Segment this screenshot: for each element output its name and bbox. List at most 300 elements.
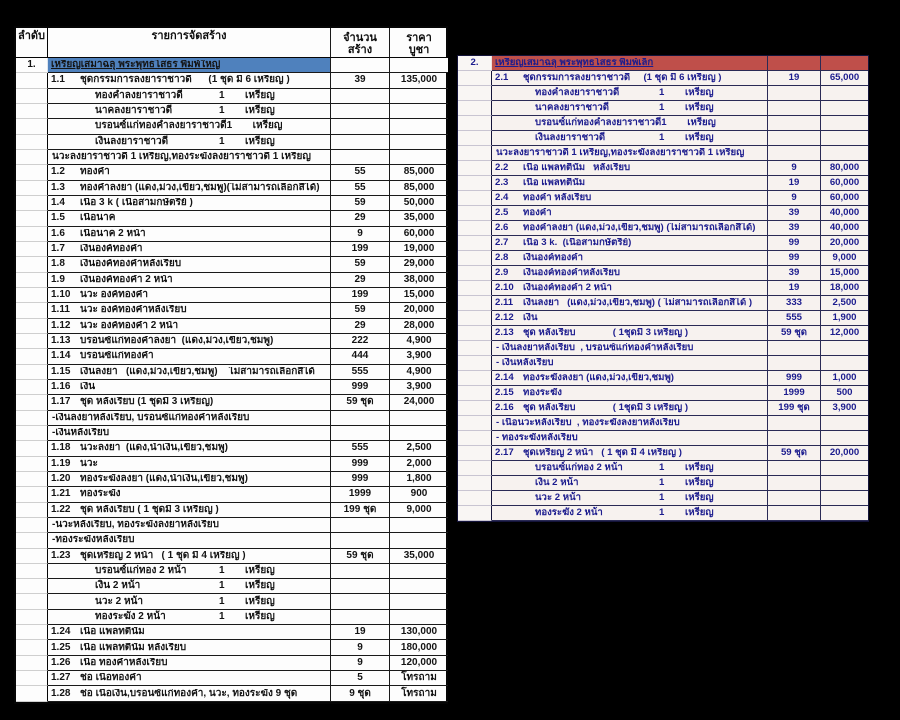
row-number-cell — [16, 181, 48, 196]
price-cell: 28,000 — [390, 319, 448, 334]
section-header-row — [458, 56, 868, 71]
price-cell: 60,000 — [390, 227, 448, 242]
description-cell — [48, 165, 331, 180]
price-cell: 135,000 — [390, 73, 448, 88]
quantity-cell — [331, 579, 390, 594]
table-row — [458, 281, 868, 296]
table-row — [16, 227, 446, 242]
sub-item-description: เงินลงยาราชาวดี — [535, 132, 606, 144]
quantity-cell — [768, 341, 821, 356]
item-description: เงินองค์ทองคำ 2 หน้า — [523, 283, 612, 293]
price-cell — [821, 416, 868, 431]
row-number-cell — [16, 135, 48, 150]
description-cell — [492, 446, 768, 461]
item-number: 2.3 — [495, 177, 509, 189]
price-cell: 18,000 — [821, 281, 868, 296]
table-row — [16, 656, 446, 671]
table-row — [16, 150, 446, 165]
quantity-cell: 19 — [768, 71, 821, 86]
sub-item-unit: เหรียญ — [252, 120, 283, 132]
description-cell — [492, 176, 768, 191]
item-number: 2.7 — [495, 237, 509, 249]
item-description: เนื้อ แพลทตินั่ม หลังเรียบ — [80, 642, 187, 653]
price-cell — [390, 579, 448, 594]
price-cell: 20,000 — [821, 236, 868, 251]
table-row — [458, 161, 868, 176]
sub-item-count: 1 — [659, 507, 665, 519]
description-cell — [492, 221, 768, 236]
price-cell: 19,000 — [390, 242, 448, 257]
table-row — [16, 395, 446, 410]
item-description: นวะ — [80, 458, 98, 469]
quantity-cell: 59 ชุด — [768, 446, 821, 461]
table-row — [16, 365, 446, 380]
item-description: ทองระฆัง — [523, 388, 562, 398]
item-number: 1.15 — [51, 365, 71, 377]
item-description: ช่อ เนื้อทองคำ — [80, 673, 142, 684]
price-cell — [821, 146, 868, 161]
description-cell — [48, 257, 331, 272]
item-number: 1.20 — [51, 473, 71, 485]
sub-item-count: 1 — [659, 462, 665, 474]
price-cell: 80,000 — [821, 161, 868, 176]
sub-item-unit: เหรียญ — [245, 595, 275, 607]
table-row — [16, 288, 446, 303]
description-cell — [492, 281, 768, 296]
price-cell: 40,000 — [821, 206, 868, 221]
item-number: 1.4 — [51, 197, 65, 209]
table-row — [16, 135, 446, 150]
table-row — [16, 594, 446, 609]
table-row — [458, 401, 868, 416]
row-number-cell — [16, 533, 48, 548]
table-row — [16, 104, 446, 119]
row-number-cell — [16, 579, 48, 594]
row-number-cell — [458, 371, 492, 386]
item-number: 2.5 — [495, 207, 509, 219]
item-number: 2.17 — [495, 447, 514, 459]
item-description: นวะ องค์ทองคำหลังเรียบ — [80, 305, 187, 316]
quantity-cell — [768, 101, 821, 116]
sub-item-count: 1 — [219, 89, 225, 101]
sub-item-unit: เหรียญ — [245, 105, 275, 117]
table-row — [16, 196, 446, 211]
item-number: 1.8 — [51, 258, 65, 270]
table-row — [458, 221, 868, 236]
quantity-cell: 9 — [768, 191, 821, 206]
description-cell — [492, 431, 768, 446]
item-description: บรอนซ์แก่ทองคำ — [80, 351, 154, 362]
sub-item-description: เงินลงยาราชาวดี — [95, 135, 169, 147]
item-number: 2.4 — [495, 192, 509, 204]
quantity-cell: 333 — [768, 296, 821, 311]
item-description: ชุด หลังเรียบ ( 1 ชุดมี 3 เหรียญ ) — [80, 504, 219, 515]
price-cell — [821, 461, 868, 476]
row-number-cell — [458, 296, 492, 311]
description-cell — [48, 472, 331, 487]
description-cell — [48, 349, 331, 364]
description-cell — [48, 58, 331, 73]
quantity-cell: 199 ชุด — [768, 401, 821, 416]
col-header-price — [390, 28, 448, 58]
description-cell — [48, 273, 331, 288]
table-row — [16, 380, 446, 395]
table-row — [16, 349, 446, 364]
table-header-row — [16, 28, 446, 58]
item-number: 1.11 — [51, 304, 70, 316]
price-table-small-mold — [457, 55, 869, 522]
description-cell — [492, 251, 768, 266]
quantity-cell — [768, 56, 821, 71]
row-number-cell — [16, 564, 48, 579]
table-row — [16, 671, 446, 686]
description-cell — [492, 236, 768, 251]
item-number: 2.14 — [495, 372, 514, 384]
row-number-cell — [458, 101, 492, 116]
price-cell — [390, 594, 448, 609]
item-number: 1.19 — [51, 457, 71, 469]
item-description: เงินลงยา (แดง,ม่วง,เขียว,ชมพู) ไม่สามารถเลือกสีได้ — [80, 366, 315, 377]
price-cell: 3,900 — [390, 380, 448, 395]
description-cell — [492, 326, 768, 341]
quantity-cell — [768, 86, 821, 101]
description-cell — [492, 416, 768, 431]
description-cell — [492, 101, 768, 116]
price-cell: 50,000 — [390, 196, 448, 211]
row-number-cell — [16, 487, 48, 502]
quantity-cell: 59 — [331, 303, 390, 318]
price-cell: 15,000 — [821, 266, 868, 281]
quantity-cell: 199 — [331, 288, 390, 303]
note-text: -ทองระฆังหลังเรียบ — [52, 535, 135, 546]
table-row — [16, 549, 446, 564]
sub-item-description: ทองคำลงยาราชาวดี — [95, 89, 183, 101]
quantity-cell: 999 — [331, 457, 390, 472]
sub-item-count: 1 — [659, 102, 665, 114]
note-text: นวะลงยาราชาวดี 1 เหรียญ,ทองระฆังลงยาราชาวดี 1 เหรียญ — [496, 148, 745, 158]
quantity-cell: 39 — [331, 73, 390, 88]
table-row — [16, 257, 446, 272]
quantity-cell: 555 — [331, 441, 390, 456]
table-row — [16, 426, 446, 441]
description-cell — [492, 461, 768, 476]
sub-item-description: นาคลงยาราชาวดี — [95, 105, 173, 117]
table-row — [458, 131, 868, 146]
description-cell — [48, 656, 331, 671]
table-row — [458, 461, 868, 476]
price-cell — [390, 89, 448, 104]
item-description: ชุด หลังเรียบ (1 ชุดมี 3 เหรียญ) — [80, 397, 214, 408]
table-row — [16, 411, 446, 426]
item-number: 1.1 — [51, 74, 65, 86]
row-number-cell — [458, 71, 492, 86]
price-cell — [390, 564, 448, 579]
price-cell: 130,000 — [390, 625, 448, 640]
quantity-cell: 555 — [768, 311, 821, 326]
row-number-cell — [16, 426, 48, 441]
table-row — [458, 491, 868, 506]
row-number-cell — [458, 221, 492, 236]
quantity-cell: 222 — [331, 334, 390, 349]
quantity-cell: 9 — [331, 656, 390, 671]
table-row — [16, 640, 446, 655]
table-row — [16, 181, 446, 196]
price-cell: 35,000 — [390, 549, 448, 564]
table-row — [458, 296, 868, 311]
item-description: เงิน — [80, 382, 96, 393]
row-number-cell — [16, 319, 48, 334]
quantity-cell: 1999 — [768, 386, 821, 401]
description-cell — [48, 426, 331, 441]
sub-item-count: 1 — [659, 477, 665, 489]
price-cell: 1,000 — [821, 371, 868, 386]
sub-item-description: บรอนซ์แก่ทอง 2 หน้า — [535, 462, 623, 474]
quantity-cell: 9 ชุด — [331, 686, 390, 701]
sub-item-unit: เหรียญ — [685, 102, 714, 114]
item-number: 1.27 — [51, 672, 71, 684]
sub-item-unit: เหรียญ — [685, 132, 714, 144]
price-cell — [390, 411, 448, 426]
table-row — [458, 101, 868, 116]
item-description: นวะลงยา (แดง,น้ำเงิน,เขียว,ชมพู) — [80, 443, 228, 454]
price-cell: 38,000 — [390, 273, 448, 288]
price-cell: 60,000 — [821, 191, 868, 206]
item-number: 1.17 — [51, 396, 71, 408]
price-cell: 120,000 — [390, 656, 448, 671]
price-cell — [821, 101, 868, 116]
item-number: 1.16 — [51, 381, 71, 393]
table-row — [458, 236, 868, 251]
price-cell: 12,000 — [821, 326, 868, 341]
price-cell — [390, 533, 448, 548]
price-cell: 40,000 — [821, 221, 868, 236]
row-number-cell — [16, 671, 48, 686]
sub-item-unit: เหรียญ — [245, 580, 275, 592]
table-row — [16, 503, 446, 518]
quantity-cell: 9 — [331, 227, 390, 242]
description-cell — [492, 506, 768, 521]
price-cell — [821, 491, 868, 506]
row-number-cell — [458, 266, 492, 281]
sub-item-unit: เหรียญ — [685, 87, 714, 99]
quantity-cell: 59 ชุด — [331, 549, 390, 564]
item-number: 1.22 — [51, 503, 71, 515]
item-number: 2.1 — [495, 72, 509, 84]
price-cell — [390, 58, 448, 73]
quantity-cell: 999 — [331, 380, 390, 395]
quantity-cell: 59 — [331, 257, 390, 272]
price-cell: 9,000 — [821, 251, 868, 266]
sub-item-description: นวะ 2 หน้า — [535, 492, 582, 504]
row-number-cell — [16, 365, 48, 380]
table-row — [458, 71, 868, 86]
sub-item-count: 1 — [659, 132, 665, 144]
item-number: 1.10 — [51, 289, 71, 301]
row-number-cell — [16, 380, 48, 395]
description-cell — [48, 503, 331, 518]
table-row — [458, 476, 868, 491]
row-number-cell — [458, 281, 492, 296]
quantity-cell — [768, 146, 821, 161]
item-description: ทองคำ หลังเรียบ — [523, 193, 592, 203]
description-cell — [48, 196, 331, 211]
sub-item-count: 1 — [219, 610, 225, 622]
price-cell: 4,900 — [390, 365, 448, 380]
price-cell: 2,500 — [390, 441, 448, 456]
price-cell — [821, 506, 868, 521]
quantity-cell — [331, 533, 390, 548]
item-number: 1.12 — [51, 319, 71, 331]
quantity-cell: 1999 — [331, 487, 390, 502]
row-number-cell — [16, 395, 48, 410]
quantity-cell: 999 — [768, 371, 821, 386]
row-number-cell — [458, 176, 492, 191]
item-number: 2.16 — [495, 402, 514, 414]
item-description: ทองคำลงยา (แดง,ม่วง,เขียว,ชมพู) (ไม่สามารถเลือกสีได้) — [523, 223, 756, 233]
price-cell: 24,000 — [390, 395, 448, 410]
row-number-cell — [16, 227, 48, 242]
table-row — [16, 579, 446, 594]
table-row — [16, 303, 446, 318]
item-description: เงินองค์ทองคำ — [80, 244, 143, 255]
description-cell — [492, 356, 768, 371]
table-row — [458, 206, 868, 221]
description-cell — [48, 104, 331, 119]
sub-item-count: 1 — [219, 595, 225, 607]
table-row — [458, 371, 868, 386]
table-body-small-mold — [458, 56, 868, 521]
description-cell — [48, 686, 331, 701]
row-number-cell — [16, 441, 48, 456]
row-number-cell — [458, 86, 492, 101]
item-number: 1.21 — [51, 488, 71, 500]
price-cell — [390, 518, 448, 533]
note-text: - ทองระฆังหลังเรียบ — [496, 433, 578, 443]
price-cell: 4,900 — [390, 334, 448, 349]
note-text: - เนื้อนวะหลังเรียบ , ทองระฆังลงยาหลังเรียบ — [496, 418, 680, 428]
quantity-cell — [768, 131, 821, 146]
price-cell: 1,800 — [390, 472, 448, 487]
description-cell — [48, 457, 331, 472]
row-number-cell — [458, 401, 492, 416]
quantity-cell: 99 — [768, 236, 821, 251]
table-row — [458, 446, 868, 461]
table-row — [458, 356, 868, 371]
item-description: บรอนซ์แก่ทองคำลงยา (แดง,ม่วง,เขียว,ชมพู) — [80, 336, 274, 347]
col-header-price-line1: ราคา — [406, 31, 432, 44]
row-number-cell — [458, 341, 492, 356]
price-cell: 180,000 — [390, 640, 448, 655]
description-cell — [492, 371, 768, 386]
description-cell — [492, 206, 768, 221]
row-number-cell — [16, 89, 48, 104]
table-row — [16, 610, 446, 625]
description-cell — [48, 380, 331, 395]
note-text: -เงินลงยาหลังเรียบ, บรอนซ์แก่ทองคำหลังเรียบ — [52, 412, 250, 423]
quantity-cell — [768, 431, 821, 446]
description-cell — [48, 288, 331, 303]
row-number-cell — [16, 594, 48, 609]
quantity-cell: 59 ชุด — [768, 326, 821, 341]
item-description: นวะ องค์ทองคำ 2 หน้า — [80, 320, 179, 331]
quantity-cell — [768, 506, 821, 521]
item-number: 1.26 — [51, 656, 71, 668]
price-cell: 3,900 — [390, 349, 448, 364]
row-number-cell — [16, 288, 48, 303]
table-row — [16, 334, 446, 349]
price-cell: โทรถาม — [390, 686, 448, 701]
quantity-cell: 55 — [331, 181, 390, 196]
section-title: เหรียญเสมาฉลุ พระพุทธโสธร พิมพ์เล็ก — [495, 58, 654, 68]
price-cell: โทรถาม — [390, 671, 448, 686]
sub-item-count: 1 — [226, 120, 233, 132]
table-row — [16, 625, 446, 640]
description-cell — [48, 395, 331, 410]
row-number-cell — [458, 356, 492, 371]
item-description: เงินองค์ทองคำ — [523, 253, 583, 263]
description-cell — [48, 594, 331, 609]
quantity-cell — [331, 518, 390, 533]
description-cell — [492, 116, 768, 131]
quantity-cell: 29 — [331, 273, 390, 288]
row-number-cell — [16, 656, 48, 671]
sub-item-description: เงิน 2 หน้า — [95, 580, 141, 592]
item-number: 2.15 — [495, 387, 514, 399]
sub-item-count: 1 — [219, 135, 225, 147]
item-description: ทองคำลงยา (แดง,ม่วง,เขียว,ชมพู)(ไม่สามารถเลือกสีได้) — [80, 182, 320, 193]
sub-item-unit: เหรียญ — [685, 492, 714, 504]
row-number-cell — [458, 431, 492, 446]
row-number-cell — [16, 119, 48, 134]
quantity-cell: 39 — [768, 221, 821, 236]
quantity-cell: 5 — [331, 671, 390, 686]
item-number: 1.5 — [51, 212, 65, 224]
description-cell — [48, 211, 331, 226]
note-text: -เงินหลังเรียบ — [52, 428, 110, 439]
price-cell — [390, 610, 448, 625]
item-number: 1.6 — [51, 227, 65, 239]
item-description: ทองระฆัง — [80, 489, 121, 500]
item-number: 1.7 — [51, 243, 65, 255]
description-cell — [48, 365, 331, 380]
price-cell: 35,000 — [390, 211, 448, 226]
item-description: ชุด หลังเรียบ ( 1ชุดมี 3 เหรียญ ) — [523, 403, 689, 413]
price-cell: 65,000 — [821, 71, 868, 86]
sub-item-unit: เหรียญ — [685, 477, 714, 489]
quantity-cell: 199 ชุด — [331, 503, 390, 518]
row-number-cell — [458, 386, 492, 401]
table-row — [16, 518, 446, 533]
quantity-cell: 9 — [331, 640, 390, 655]
row-number-cell — [458, 491, 492, 506]
item-number: 2.6 — [495, 222, 509, 234]
sub-item-count: 1 — [219, 580, 225, 592]
quantity-cell: 99 — [768, 251, 821, 266]
item-number: 2.11 — [495, 297, 514, 309]
description-cell — [492, 476, 768, 491]
quantity-cell: 19 — [331, 625, 390, 640]
row-number-cell — [16, 610, 48, 625]
item-description: เงิน — [523, 313, 538, 323]
item-description: ชุดเหรียญ 2 หน้า ( 1 ชุด มี 4 เหรียญ ) — [80, 550, 246, 561]
item-description: เนื้อ แพลทตินั่ม — [80, 627, 145, 638]
description-cell — [492, 131, 768, 146]
description-cell — [48, 564, 331, 579]
item-number: 1.24 — [51, 626, 71, 638]
quantity-cell — [331, 594, 390, 609]
item-number: 1.2 — [51, 166, 65, 178]
row-number-cell — [458, 476, 492, 491]
